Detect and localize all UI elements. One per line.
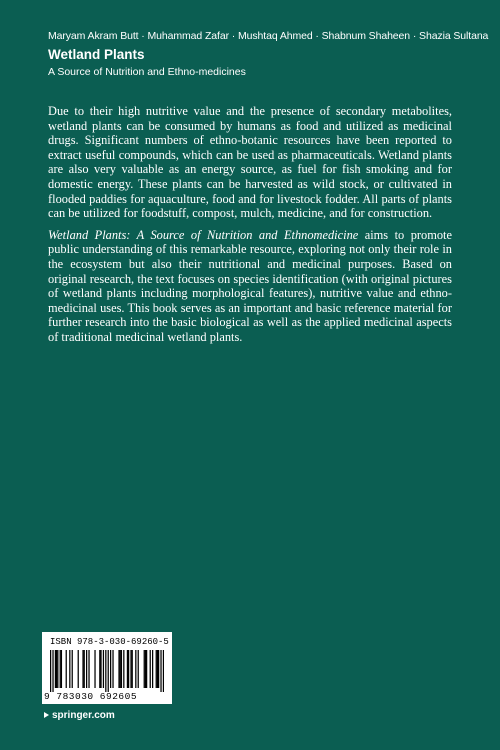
barcode-bar <box>60 650 61 688</box>
description-paragraph-2 <box>48 228 452 345</box>
barcode-bar <box>61 650 62 688</box>
barcode-bar <box>130 650 131 688</box>
barcode-bar <box>138 650 139 688</box>
barcode-bar <box>52 650 53 692</box>
barcode-bar <box>66 650 67 688</box>
publisher-url: springer.com <box>52 710 115 721</box>
publisher-link[interactable] <box>44 710 115 721</box>
barcode-bar <box>105 650 106 692</box>
barcode-bars <box>50 650 164 692</box>
barcode-bar <box>69 650 70 688</box>
barcode-bar <box>112 650 113 688</box>
barcode-bar <box>82 650 83 688</box>
barcode-bar <box>108 650 109 692</box>
barcode-bar <box>145 650 146 688</box>
barcode-bar <box>157 650 158 688</box>
description-paragraph-2-text: aims to promote public understanding of this remarkable resource, exploring not only their role in the ecosystem but also their nutritional and medicinal purposes. Based on original research, the text focuses on species identification (with original pictures of wetland plants including morphological features), nutritive value and ethno-medicinal uses. This book serves as an important and basic reference material for further research into the basic biological as well as the applied medicinal aspects of traditional medicinal wetland plants. <box>48 227 452 344</box>
barcode-bar <box>50 650 51 692</box>
barcode-bar <box>57 650 58 688</box>
barcode-bar <box>56 650 57 688</box>
barcode-bar <box>163 650 164 692</box>
book-title: Wetland Plants <box>48 47 145 62</box>
barcode-bar <box>127 650 128 688</box>
barcode-bar <box>121 650 122 688</box>
author-list: Maryam Akram Butt · Muhammad Zafar · Mushtaq Ahmed · Shabnum Shaheen · Shazia Sultana <box>48 30 489 42</box>
barcode-bar <box>158 650 159 688</box>
barcode-bar <box>123 650 124 688</box>
barcode-bar <box>156 650 157 688</box>
barcode-digits: 9 783030 692605 <box>44 691 138 702</box>
barcode-bar <box>84 650 85 688</box>
barcode-bar <box>100 650 101 688</box>
barcode-bar <box>150 650 151 688</box>
arrow-right-icon <box>44 712 49 718</box>
book-subtitle: A Source of Nutrition and Ethno-medicines <box>48 66 246 78</box>
barcode-bar <box>160 650 161 692</box>
barcode-bar <box>152 650 153 688</box>
barcode-bar <box>99 650 100 688</box>
description-paragraph-1: Due to their high nutritive value and the presence of secondary metabolites, wetland plants can be consumed by humans as food and utilized as medicinal drugs. Significant numbers of ethno-botanic resources have been reported to extract useful compounds, which can be used as pharmaceuticals. Wetland plants are also very valuable as an energy source, as fuel for fish smoking and for domestic energy. These plants can be harvested as wild stock, or cultivated in flooded paddies for aquaculture, food and for livestock fodder. All parts of plants can be utilized for foodstuff, compost, mulch, medicine, and for construction. <box>48 104 452 221</box>
barcode-bar <box>110 650 111 688</box>
barcode-bar <box>128 650 129 688</box>
barcode-panel <box>42 632 172 704</box>
isbn-label: ISBN 978-3-030-69260-5 <box>50 637 169 647</box>
barcode-bar <box>78 650 79 688</box>
barcode-bar <box>72 650 73 688</box>
barcode-bar <box>144 650 145 688</box>
barcode-bar <box>132 650 133 688</box>
barcode-bar <box>103 650 104 688</box>
barcode-bar <box>88 650 89 688</box>
barcode-bar <box>86 650 87 688</box>
description-book-title: Wetland Plants: A Source of Nutrition and Ethnomedicine <box>48 227 359 242</box>
book-description <box>48 104 452 352</box>
barcode-bar <box>120 650 121 688</box>
barcode-bar <box>55 650 56 688</box>
barcode-bar <box>146 650 147 688</box>
barcode-bar <box>94 650 95 688</box>
barcode-bar <box>135 650 136 688</box>
barcode-bar <box>118 650 119 688</box>
